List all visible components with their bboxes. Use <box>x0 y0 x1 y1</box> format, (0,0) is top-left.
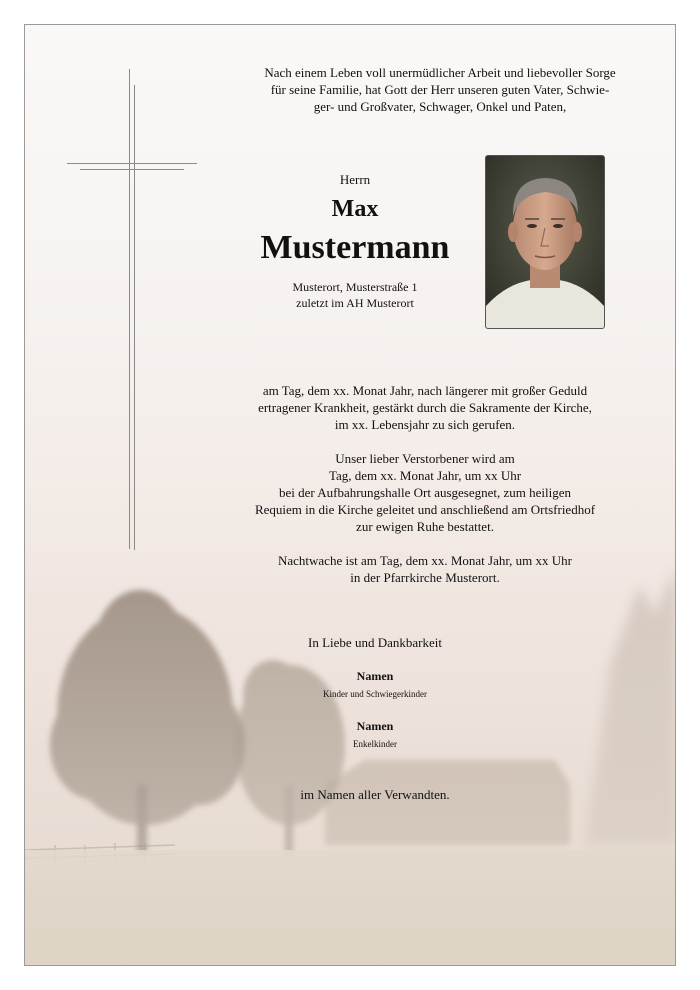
intro-line: ger- und Großvater, Schwager, Onkel und Paten, <box>313 99 567 114</box>
last-name: Mustermann <box>260 229 450 266</box>
intro-paragraph <box>215 64 665 115</box>
vigil-line: in der Pfarrkirche Musterort. <box>350 570 500 585</box>
address-block <box>255 279 455 311</box>
closing-line: In Liebe und Dankbarkeit <box>308 635 442 650</box>
vigil-paragraph <box>195 552 655 586</box>
intro-line: Nach einem Leben voll unermüdlicher Arbeit und liebevoller Sorge <box>264 65 616 80</box>
salutation: Herrn <box>339 172 371 187</box>
address-line: Musterort, Musterstraße 1 <box>292 280 418 294</box>
cross-horizontal-line <box>67 163 197 164</box>
mourner-relation: Enkelkinder <box>353 739 397 749</box>
intro-line: für seine Familie, hat Gott der Herr unseren guten Vater, Schwie- <box>270 82 610 97</box>
funeral-line: Requiem in die Kirche geleitet und anschließend am Ortsfriedhof <box>254 502 596 517</box>
death-line: ertragener Krankheit, gestärkt durch die Sakramente der Kirche, <box>258 400 592 415</box>
cross-horizontal-line-inner <box>80 169 184 170</box>
cross-vertical-line-inner <box>134 85 135 550</box>
obituary-card <box>24 24 676 966</box>
mourner-name: Namen <box>356 719 394 733</box>
death-line: am Tag, dem xx. Monat Jahr, nach längerer mit großer Geduld <box>262 383 588 398</box>
funeral-line: zur ewigen Ruhe bestattet. <box>356 519 494 534</box>
portrait-photo <box>485 155 605 329</box>
funeral-paragraph <box>195 450 655 535</box>
final-line: im Namen aller Verwandten. <box>300 787 450 802</box>
funeral-line: bei der Aufbahrungshalle Ort ausgesegnet, zum heiligen <box>278 485 572 500</box>
mourner-name: Namen <box>356 669 394 683</box>
funeral-line: Tag, dem xx. Monat Jahr, um xx Uhr <box>328 468 522 483</box>
address-line: zuletzt im AH Musterort <box>296 296 414 310</box>
death-line: im xx. Lebensjahr zu sich gerufen. <box>334 417 516 432</box>
cross-vertical-line <box>129 69 130 549</box>
vigil-line: Nachtwache ist am Tag, dem xx. Monat Jahr, um xx Uhr <box>277 553 572 568</box>
funeral-line: Unser lieber Verstorbener wird am <box>335 451 515 466</box>
death-paragraph <box>195 382 655 433</box>
mourner-relation: Kinder und Schwiegerkinder <box>323 689 427 699</box>
first-name: Max <box>331 196 379 222</box>
